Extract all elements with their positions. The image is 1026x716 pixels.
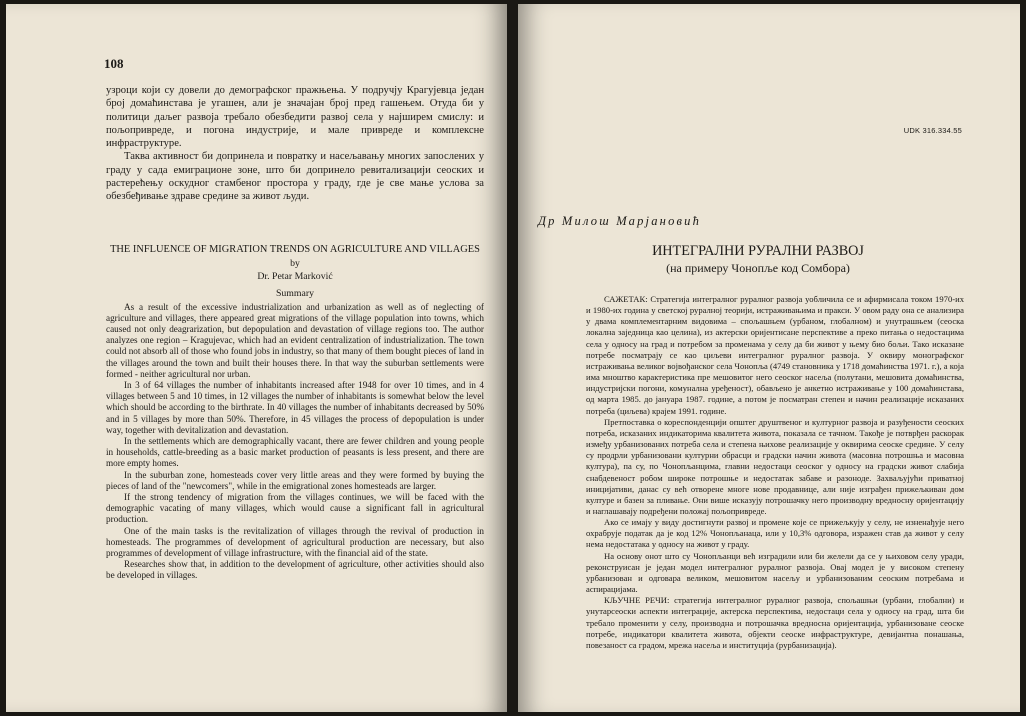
udk-code: UDK 316.334.55: [903, 126, 962, 135]
summary-by: by: [290, 257, 300, 269]
summary-paragraph: If the strong tendency of migration from the villages continues, we will be faced with the demographic vacating of many villages, which would cause a significant fall in agricultural production.: [106, 491, 484, 525]
article-subtitle: (на примеру Чонопље код Сомбора): [666, 261, 850, 275]
right-page: [518, 4, 1020, 712]
summary-paragraph: As a result of the excessive industrialization and urbanization as well as of neglecting of agriculture and villages, there appeared great migrations of the village population into towns, which caused not only deagrarization, but depopulation and devastation of village regions too. The author analyzes one region – Kragujevac, which had an evident centralization of industrialization. The town could not absorb all of those who found jobs in industry, so that many of them bought pieces of land in the villages around the town and built their houses there. In that way the suburban settlements were formed - neither agricultural nor urban.: [106, 301, 484, 379]
summary-paragraph: Researches show that, in addition to the development of agriculture, other activities should also be developed in villages.: [106, 559, 484, 581]
abstract-paragraph: САЖЕТАК: Стратегија интегралног руралног развоја уобличила се и афирмисала током 1970-их и 1980-их година у светској руралној теорији, истраживањима и пракси. У овом раду она се анализира у двама комплементарним видовима – спољашњем (урбаном, глобалном) и унутрашњем (сеоска локална заједница као целина), из актерски оријентисане перспективе а преко питања о недостацима села у односу на град и потребом за променама у селу да би живот у њему био бољи. Тако исказане потребе посматрају се као циљеви интегралног руралног развоја. У оквиру монографског истраживања великог војвођанског села Чонопља (4749 становника у 1718 домаћинства 1971. г.), а која има мноштво карактеристика пре мешовитог него сеоског насеља (полутани, мешовита домаћинства, индустријски погони, комунална уређеност), обављено је анкетно истраживање у 100 домаћинстава, од марта 1985. до јануара 1987. године, а потом је посматран степен и начин реализације исказаних потреба (циљева) крајем 1991. године.: [586, 294, 964, 416]
english-summary: [106, 244, 484, 582]
paragraph: Таква активност би допринела и повратку и насељавању многих запослених у граду у сада емиграционе зоне, што би допринело ревитализацији сеоских и растерећењу оскудног стамбеног простора у граду, где је све мање услова за обезбеђивање здраве средине за живот људи.: [106, 151, 484, 203]
keywords-paragraph: КЉУЧНЕ РЕЧИ: стратегија интегралног руралног развоја, спољашњи (урбани, глобални) и унутарсеоски аспекти интеграције, актерска перспектива, недостаци села у односу на град, шта би требало променити у селу, производна и потрошачка вредносна оријентација, урбанизоване сеоске потребе, индикатори квалитета живота, објекти сеоске инфраструктуре, девијантна понашања, повезаност са градом, мрежа насеља и институција (рурбанизација).: [586, 595, 964, 650]
summary-title: THE INFLUENCE OF MIGRATION TRENDS ON AGRICULTURE AND VILLAGES: [110, 244, 480, 255]
summary-body: [106, 302, 484, 582]
left-page: [6, 4, 507, 712]
abstract-paragraph: Претпоставка о кореспонденцији општег друштвеног и културног развоја и разуђености сеоских потреба, исказаних индикаторима квалитета живота, показала се тачном. Такође је потврђен раскорак између урбанизованих потреба села и степена њихове реализације у оквирима сеоске средине. У селу су продрли урбанизовани културни обрасци и градски начин живота (масовна потрошња и масовна култура), па су, по Чонопљанцима, главни недостаци сеоског у односу на градски живот слабија снабдевеност робом широке потрошње и недостатак забаве и разоноде. Захваљујући приватној иницијативи, данас су већ отворене многе нове продавнице, али није изграђен прижељкиван дом културе и базен за пливање. Они више исказују потрошачку него производну вредносну оријентацију и наглашавају подређени положај пољопривреде.: [586, 416, 964, 516]
abstract-paragraph: Ако се имају у виду достигнути развој и промене које се прижељкују у селу, не изненађује него охрабрује податак да је код 12% Чонопљанаца, или у 10,3% одговора, изражен став да живот у селу нема недостатака у односу на живот у граду.: [586, 517, 964, 550]
summary-paragraph: In the settlements which are demographically vacant, there are fewer children and young people in households, cattle-breeding as a basic market production of peasants is less present, and there are more empty homes.: [106, 435, 484, 469]
paragraph: узроци који су довели до демографског пражњења. У подручју Крагујевца један број домаћинстава је угашен, али је значајан број пред гашењем. Отуда би у политици даљег развоја требало обезбедити развој села у најширем смислу: и пољопривреде, и погона индустрије, и мале привреде и комплексне инфраструктуре.: [106, 85, 484, 150]
article-title-block: [588, 242, 928, 276]
summary-author: Dr. Petar Marković: [257, 270, 333, 282]
article-author: Др Милош Марјановић: [538, 214, 702, 228]
article-title: ИНТЕГРАЛНИ РУРАЛНИ РАЗВОЈ: [652, 243, 864, 259]
summary-paragraph: One of the main tasks is the revitalization of villages through the revival of production in homesteads. The programmes of development of agricultural production are necessary, but also programmes of development of village infrastructure, with the financial aid of the state.: [106, 525, 484, 558]
summary-paragraph: In 3 of 64 villages the number of inhabitants increased after 1948 for over 10 times, and in 4 villages between 5 and 10 times, in 12 villages the number of inhabitants is somewhat below the level which should be according to the birthrate. In 40 villages the number of inhabitants decreased by 50% and in 5 villages by more than 50%. Therefore, in 45 villages the process of depopulation is under way, together with devitalization and devastation.: [106, 379, 484, 435]
summary-paragraph: In the suburban zone, homesteads cover very little areas and they were formed by buying the pieces of land of the "newcomers", while in the emigrational zones homesteads are larger.: [106, 469, 484, 491]
cyrillic-text-block: [106, 84, 484, 204]
page-number: 108: [104, 56, 124, 71]
abstract: [586, 294, 964, 651]
summary-heading: Summary: [275, 287, 315, 299]
abstract-paragraph: На основу онот што су Чонопљанци већ изградили или би желели да се у њиховом селу уради, реконструисан је један модел интегралног руралног развоја. Овај модел је у високом степену урбанизован и одговара великом, мешовитом насељу и урбанизованим сеоским потребама и аспирацијама.: [586, 550, 964, 595]
